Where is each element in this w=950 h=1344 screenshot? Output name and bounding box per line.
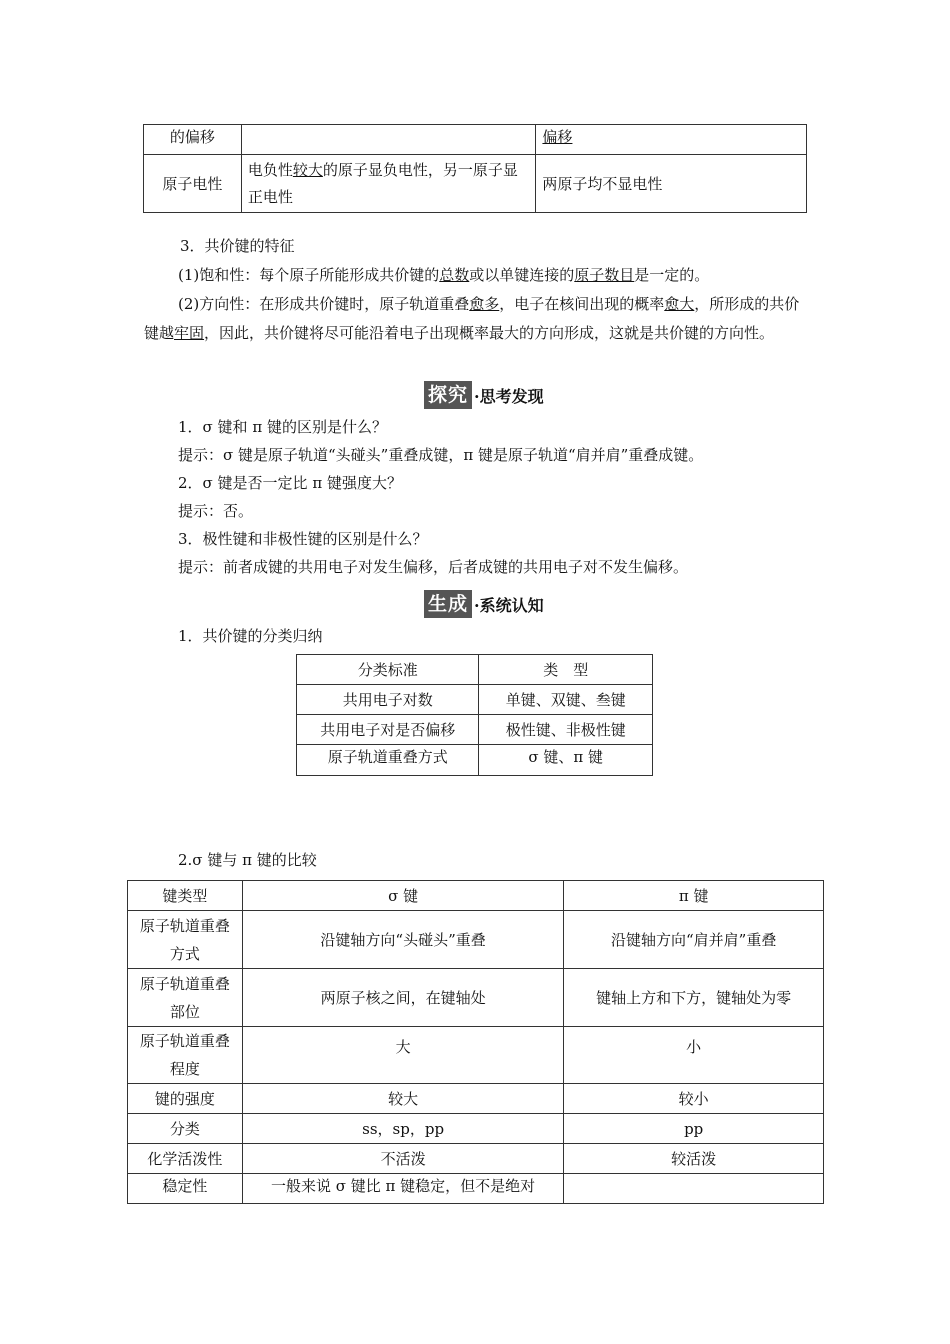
compare-cell: 键的强度 <box>128 1084 243 1114</box>
compare-header-0: 键类型 <box>128 881 243 911</box>
compare-cell <box>564 1174 824 1204</box>
compare-cell: 较小 <box>564 1084 824 1114</box>
compare-cell: 不活泼 <box>242 1144 564 1174</box>
compare-cell: 分类 <box>128 1114 243 1144</box>
direction-c: ，所形成的共价键越 <box>144 295 800 342</box>
direction-d: ，因此，共价键将尽可能沿着电子出现概率最大的方向形成，这就是共价键的方向性。 <box>204 324 775 342</box>
direction-b: ，电子在核间出现的概率 <box>499 295 665 313</box>
compare-cell: 化学活泼性 <box>128 1144 243 1174</box>
top-row1-c3 <box>536 125 807 155</box>
compare-cell: 沿键轴方向“头碰头”重叠 <box>242 911 564 969</box>
compare-header-2: π 键 <box>564 881 824 911</box>
compare-cell: 原子轨道重叠方式 <box>128 911 243 969</box>
generate-badge: 生成 <box>424 590 472 618</box>
class-cell: 原子轨道重叠方式 <box>297 745 479 776</box>
direction-u1: 愈多 <box>469 295 500 313</box>
top-table <box>143 124 807 213</box>
compare-header-1: σ 键 <box>242 881 564 911</box>
compare-cell: 较大 <box>242 1084 564 1114</box>
top-row2-c3: 两原子均不显电性 <box>536 155 807 213</box>
generate-title: ·系统认知 <box>474 595 544 615</box>
top-row1-c3-text: 偏移 <box>542 128 573 146</box>
top-row2-c1: 原子电性 <box>144 155 242 213</box>
compare-cell: ss，sp，pp <box>242 1114 564 1144</box>
comparison-table <box>127 880 824 1204</box>
compare-cell: pp <box>564 1114 824 1144</box>
compare-cell: 两原子核之间，在键轴处 <box>242 969 564 1027</box>
saturation-u2: 原子数目 <box>574 266 635 284</box>
class-cell: σ 键、π 键 <box>479 745 653 776</box>
top-row1-c1: 的偏移 <box>144 125 242 155</box>
generate-item2: 2.σ 键与 π 键的比较 <box>178 851 317 869</box>
saturation-u1: 总数 <box>439 266 470 284</box>
saturation-c: 是一定的。 <box>634 266 710 284</box>
explore-badge: 探究 <box>424 381 472 409</box>
top-row2-c2-u: 较大 <box>292 160 323 179</box>
saturation-text <box>178 261 709 289</box>
explore-title: ·思考发现 <box>474 386 544 406</box>
compare-cell: 一般来说 σ 键比 π 键稳定，但不是绝对 <box>242 1174 564 1204</box>
explore-q1: 1．σ 键和 π 键的区别是什么？ <box>178 418 387 436</box>
top-row2-c2-b: 的原子显负电性，另一原子显正电性 <box>247 160 518 206</box>
direction-a: (2)方向性：在形成共价键时，原子轨道重叠 <box>178 295 470 313</box>
compare-cell: 原子轨道重叠程度 <box>128 1027 243 1084</box>
explore-header <box>424 381 544 409</box>
top-row2-c2-a: 电负性 <box>247 160 293 179</box>
compare-cell: 沿键轴方向“肩并肩”重叠 <box>564 911 824 969</box>
classification-table <box>296 654 653 776</box>
class-header-1: 类 型 <box>479 655 653 685</box>
class-cell: 共用电子对数 <box>297 685 479 715</box>
direction-u3: 牢固 <box>174 324 205 342</box>
compare-cell: 小 <box>564 1027 824 1084</box>
class-header-0: 分类标准 <box>297 655 479 685</box>
class-cell: 极性键、非极性键 <box>479 715 653 745</box>
generate-header <box>424 590 544 618</box>
class-cell: 共用电子对是否偏移 <box>297 715 479 745</box>
saturation-b: 或以单键连接的 <box>469 266 575 284</box>
compare-cell: 键轴上方和下方，键轴处为零 <box>564 969 824 1027</box>
explore-a1: 提示：σ 键是原子轨道“头碰头”重叠成键，π 键是原子轨道“肩并肩”重叠成键。 <box>178 446 704 464</box>
direction-text <box>144 290 810 348</box>
explore-a3: 提示：前者成键的共用电子对发生偏移，后者成键的共用电子对不发生偏移。 <box>178 558 689 576</box>
top-row2-c2 <box>241 155 536 213</box>
explore-a2: 提示：否。 <box>178 502 254 520</box>
compare-cell: 原子轨道重叠部位 <box>128 969 243 1027</box>
compare-cell: 较活泼 <box>564 1144 824 1174</box>
saturation-a: (1)饱和性：每个原子所能形成共价键的 <box>178 266 440 284</box>
class-cell: 单键、双键、叁键 <box>479 685 653 715</box>
features-heading: 3．共价键的特征 <box>180 237 295 255</box>
explore-q2: 2．σ 键是否一定比 π 键强度大？ <box>178 474 402 492</box>
direction-u2: 愈大 <box>664 295 695 313</box>
generate-item1: 1．共价键的分类归纳 <box>178 627 323 645</box>
compare-cell: 稳定性 <box>128 1174 243 1204</box>
compare-cell: 大 <box>242 1027 564 1084</box>
top-row1-c2 <box>241 125 536 155</box>
explore-q3: 3．极性键和非极性键的区别是什么？ <box>178 530 428 548</box>
